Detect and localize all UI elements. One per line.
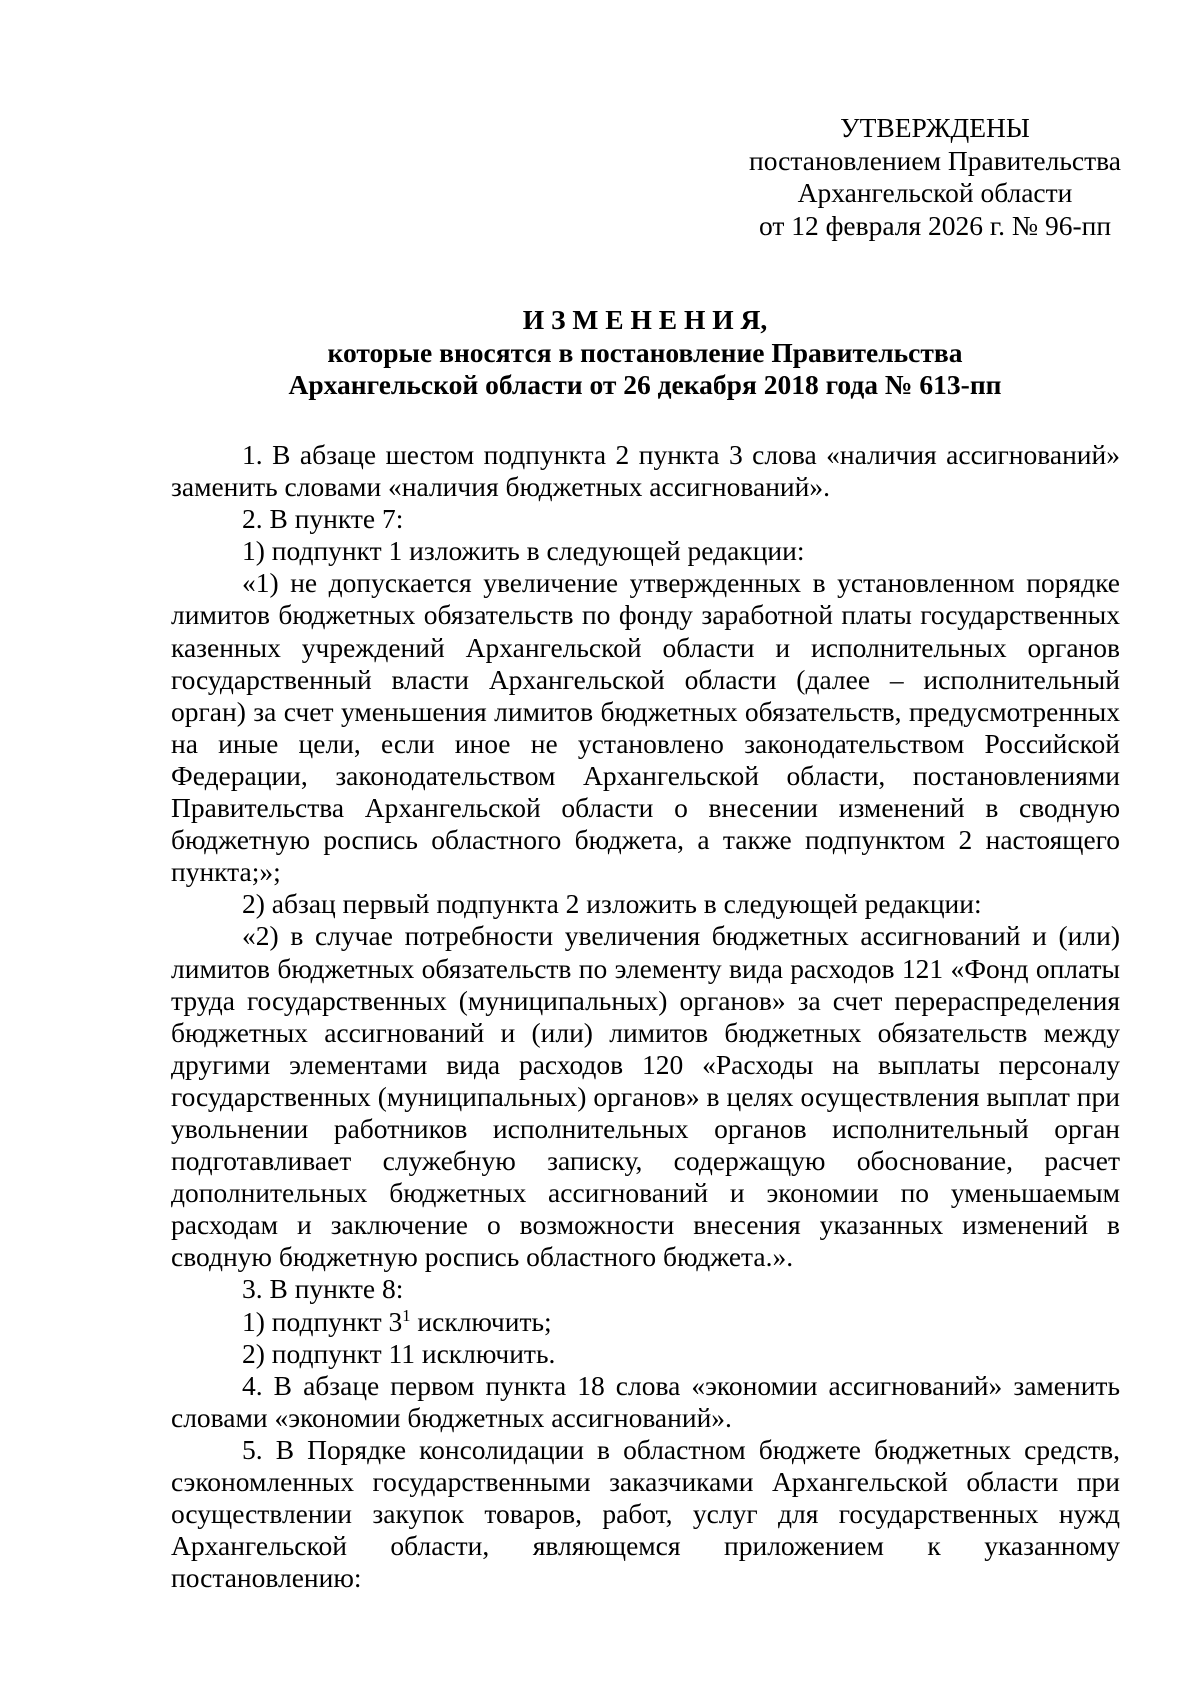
paragraph-2-item-2: 2) абзац первый подпункта 2 изложить в следующей редакции: bbox=[242, 888, 982, 920]
heading-subtitle-reference: Архангельской области от 26 декабря 2018 года № 613-пп bbox=[288, 369, 1002, 400]
paragraph-3: 3. В пункте 8: bbox=[242, 1273, 404, 1305]
heading-title: И З М Е Н Е Н И Я, bbox=[522, 304, 768, 335]
paragraph-5: 5. В Порядке консолидации в областном бюджете бюджетных средств, сэкономленных государственными заказчиками Архангельской области при осуществлении закупок товаров, работ, услуг для государственных нужд Архангельской области, являющемся приложением к указанному постановлению: bbox=[171, 1433, 1120, 1594]
heading-subtitle: которые вносятся в постановление Правительства bbox=[327, 336, 963, 368]
approval-title: УТВЕРЖДЕНЫ bbox=[840, 112, 1030, 143]
paragraph-1: 1. В абзаце шестом подпункта 2 пункта 3 слова «наличия ассигнований» заменить словами «наличия бюджетных ассигнований». bbox=[171, 439, 1120, 503]
paragraph-3-item-1 bbox=[171, 1306, 1120, 1338]
paragraph-2-item-1-text: «1) не допускается увеличение утвержденных в установленном порядке лимитов бюджетных обязательств по фонду заработной платы государственных казенных учреждений Архангельской области и исполнительных органов государственный власти Архангельской области (далее – исполнительный орган) за счет уменьшения лимитов бюджетных обязательств, предусмотренных на иные цели, если иное не установлено законодательством Российской Федерации, законодательством Архангельской области, постановлениями Правительства Архангельской области о внесении изменений в сводную бюджетную роспись областного бюджета, а также подпунктом 2 настоящего пункта;»; bbox=[171, 567, 1120, 888]
paragraph-2: 2. В пункте 7: bbox=[242, 503, 404, 535]
paragraph-4: 4. В абзаце первом пункта 18 слова «экономии ассигнований» заменить словами «экономии бюджетных ассигнований». bbox=[171, 1369, 1120, 1433]
item-superscript: 1 bbox=[402, 1305, 411, 1325]
approval-region: Архангельской области bbox=[797, 177, 1073, 208]
paragraph-2-item-1: 1) подпункт 1 изложить в следующей редакции: bbox=[242, 535, 805, 567]
paragraph-2-item-2-text: «2) в случае потребности увеличения бюджетных ассигнований и (или) лимитов бюджетных обязательств по элементу вида расходов 121 «Фонд оплаты труда государственных (муниципальных) органов» за счет перераспределения бюджетных ассигнований и (или) лимитов бюджетных обязательств между другими элементами вида расходов 120 «Расходы на выплаты персоналу государственных (муниципальных) органов» в целях осуществления выплат при увольнении работников исполнительных органов исполнительный орган подготавливает служебную записку, содержащую обоснование, расчет дополнительных бюджетных ассигнований и экономии по уменьшаемым расходам и заключение о возможности внесения указанных изменений в сводную бюджетную роспись областного бюджета.». bbox=[171, 920, 1120, 1273]
approval-date-number: от 12 февраля 2026 г. № 96-пп bbox=[758, 209, 1112, 241]
item-prefix: 1) подпункт 3 bbox=[242, 1305, 403, 1337]
document-body bbox=[171, 439, 1120, 1594]
paragraph-3-item-2: 2) подпункт 11 исключить. bbox=[242, 1337, 556, 1369]
document-heading bbox=[170, 304, 1120, 402]
approval-block bbox=[700, 112, 1170, 242]
approval-authority: постановлением Правительства bbox=[749, 144, 1121, 176]
item-suffix: исключить; bbox=[410, 1305, 552, 1337]
